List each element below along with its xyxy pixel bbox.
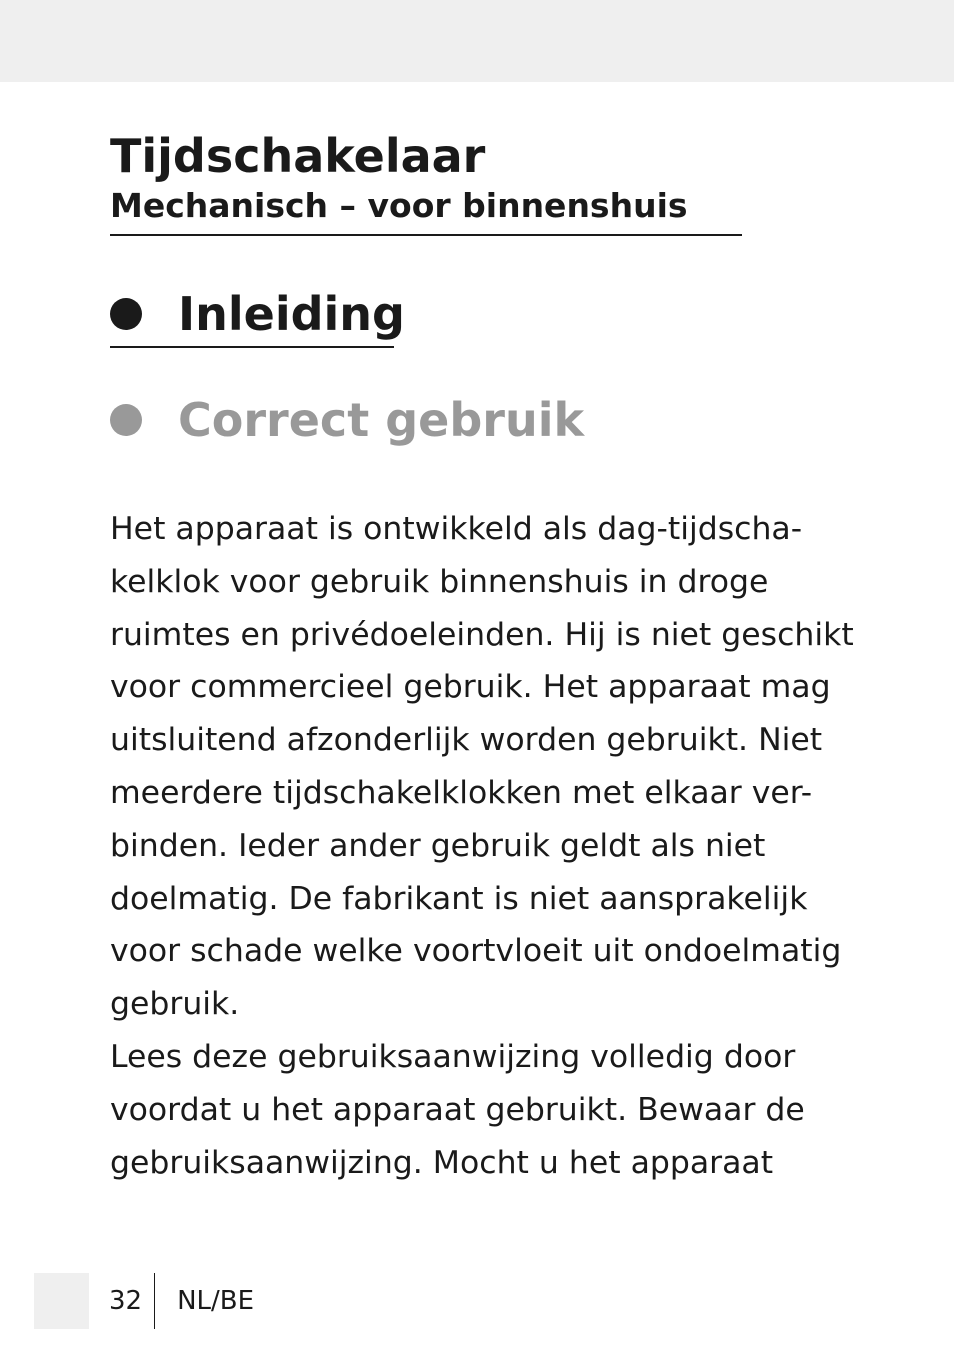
footer-divider xyxy=(154,1273,155,1329)
document-header xyxy=(110,128,742,236)
body-line: Het apparaat is ontwikkeld als dag-tijdscha- xyxy=(110,511,803,547)
body-line: meerdere tijdschakelklokken met elkaar ver- xyxy=(110,774,813,811)
body-line: voor commercieel gebruik. Het apparaat mag xyxy=(110,669,831,706)
bullet-icon xyxy=(110,298,142,330)
section-title: Inleiding xyxy=(178,287,405,341)
page-footer xyxy=(34,1273,254,1329)
section-heading-intro xyxy=(110,284,405,348)
body-line: gebruiksaanwijzing. Mocht u het apparaat xyxy=(110,1144,774,1181)
document-subtitle: Mechanisch – voor binnenshuis xyxy=(110,186,688,225)
top-band xyxy=(0,0,954,82)
footer-marker xyxy=(34,1273,89,1329)
bullet-icon xyxy=(110,404,142,436)
body-line: voordat u het apparaat gebruikt. Bewaar de xyxy=(110,1091,805,1128)
body-line: Lees deze gebruiksaanwijzing volledig door xyxy=(110,1038,796,1075)
body-paragraph xyxy=(110,503,854,1189)
body-line: gebruik. xyxy=(110,986,240,1023)
document-title: Tijdschakelaar xyxy=(110,129,486,183)
locale-label: NL/BE xyxy=(177,1286,255,1316)
body-line: doelmatig. De fabrikant is niet aansprakelijk xyxy=(110,880,808,917)
page-number: 32 xyxy=(109,1286,143,1316)
body-line: voor schade welke voortvloeit uit ondoelmatig xyxy=(110,933,842,970)
section-heading-correct-use xyxy=(110,390,584,450)
body-line: binden. Ieder ander gebruik geldt als niet xyxy=(110,827,766,864)
section-title: Correct gebruik xyxy=(178,393,585,447)
body-line: ruimtes en privédoeleinden. Hij is niet geschikt xyxy=(110,616,854,653)
body-line: kelklok voor gebruik binnenshuis in droge xyxy=(110,563,769,600)
body-line: uitsluitend afzonderlijk worden gebruikt. Niet xyxy=(110,722,823,759)
